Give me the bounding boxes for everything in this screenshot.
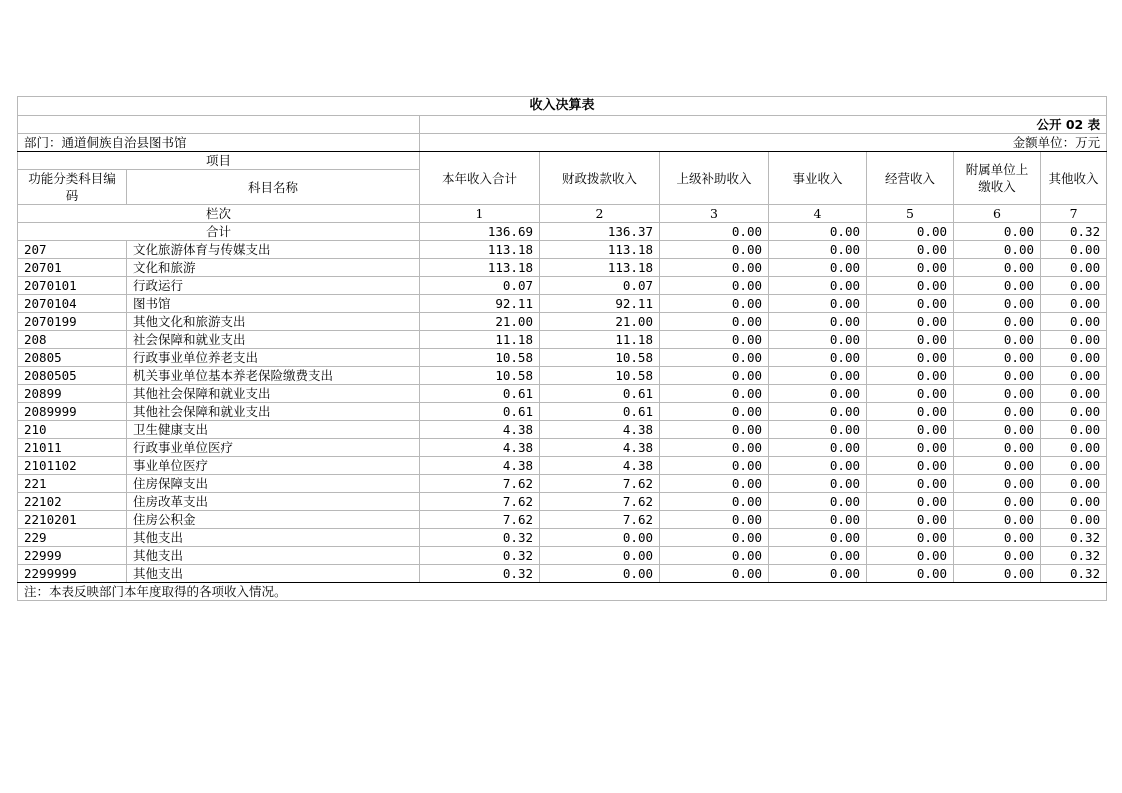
row-name: 机关事业单位基本养老保险缴费支出 — [127, 367, 420, 385]
row-name: 行政事业单位医疗 — [127, 439, 420, 457]
row-name: 社会保障和就业支出 — [127, 331, 420, 349]
row-value: 0.00 — [867, 439, 954, 457]
row-code: 22999 — [18, 547, 127, 565]
summary-value: 0.00 — [769, 223, 867, 241]
row-value: 4.38 — [540, 457, 660, 475]
row-value: 0.61 — [540, 403, 660, 421]
row-code: 2070199 — [18, 313, 127, 331]
header-business: 事业收入 — [769, 152, 867, 205]
row-value: 113.18 — [540, 241, 660, 259]
row-value: 0.00 — [954, 421, 1041, 439]
department-label: 部门：通道侗族自治县图书馆 — [18, 134, 420, 152]
blank-cell — [18, 116, 420, 134]
row-value: 0.00 — [660, 367, 769, 385]
header-total: 本年收入合计 — [420, 152, 540, 205]
row-value: 0.00 — [1041, 259, 1107, 277]
row-value: 0.00 — [769, 547, 867, 565]
row-value: 0.00 — [954, 529, 1041, 547]
form-number: 公开 02 表 — [420, 116, 1107, 134]
row-value: 0.00 — [867, 511, 954, 529]
header-item: 项目 — [18, 152, 420, 170]
row-value: 0.00 — [867, 403, 954, 421]
row-value: 7.62 — [540, 475, 660, 493]
table-row — [18, 475, 1107, 493]
row-value: 21.00 — [420, 313, 540, 331]
row-value: 0.00 — [660, 493, 769, 511]
column-index: 1 — [420, 205, 540, 223]
row-code: 2101102 — [18, 457, 127, 475]
row-code: 22102 — [18, 493, 127, 511]
row-value: 0.00 — [954, 493, 1041, 511]
row-name: 其他支出 — [127, 529, 420, 547]
row-value: 113.18 — [540, 259, 660, 277]
table-row — [18, 439, 1107, 457]
row-value: 7.62 — [420, 511, 540, 529]
row-value: 0.07 — [540, 277, 660, 295]
table-row — [18, 547, 1107, 565]
row-value: 0.00 — [954, 295, 1041, 313]
row-value: 0.00 — [540, 547, 660, 565]
column-index: 4 — [769, 205, 867, 223]
column-index: 6 — [954, 205, 1041, 223]
header-fiscal: 财政拨款收入 — [540, 152, 660, 205]
row-value: 0.00 — [867, 331, 954, 349]
row-value: 0.00 — [867, 475, 954, 493]
table-row — [18, 349, 1107, 367]
table-row — [18, 511, 1107, 529]
table-row — [18, 457, 1107, 475]
note-row — [18, 583, 1107, 601]
row-value: 0.00 — [867, 313, 954, 331]
row-value: 21.00 — [540, 313, 660, 331]
row-value: 0.00 — [954, 367, 1041, 385]
table-row — [18, 403, 1107, 421]
row-value: 0.00 — [1041, 385, 1107, 403]
row-value: 7.62 — [540, 511, 660, 529]
row-value: 0.00 — [769, 349, 867, 367]
row-name: 事业单位医疗 — [127, 457, 420, 475]
row-value: 0.00 — [867, 277, 954, 295]
row-value: 0.00 — [660, 259, 769, 277]
row-value: 0.00 — [660, 565, 769, 583]
row-code: 210 — [18, 421, 127, 439]
income-table — [17, 96, 1107, 601]
row-code: 20899 — [18, 385, 127, 403]
row-value: 0.00 — [954, 385, 1041, 403]
row-value: 113.18 — [420, 259, 540, 277]
row-name: 图书馆 — [127, 295, 420, 313]
row-value: 7.62 — [540, 493, 660, 511]
row-value: 0.00 — [660, 403, 769, 421]
summary-value: 0.00 — [867, 223, 954, 241]
row-value: 0.32 — [1041, 547, 1107, 565]
header-other: 其他收入 — [1041, 152, 1107, 205]
table-row — [18, 331, 1107, 349]
row-name: 其他社会保障和就业支出 — [127, 403, 420, 421]
table-row — [18, 295, 1107, 313]
row-value: 0.00 — [660, 439, 769, 457]
header-name: 科目名称 — [127, 170, 420, 205]
row-name: 其他社会保障和就业支出 — [127, 385, 420, 403]
row-value: 0.00 — [1041, 313, 1107, 331]
row-value: 0.00 — [1041, 331, 1107, 349]
row-value: 0.32 — [1041, 529, 1107, 547]
table-row — [18, 259, 1107, 277]
row-value: 0.00 — [954, 475, 1041, 493]
row-value: 0.00 — [769, 529, 867, 547]
summary-label: 合计 — [18, 223, 420, 241]
row-value: 113.18 — [420, 241, 540, 259]
row-value: 0.00 — [1041, 349, 1107, 367]
table-row — [18, 421, 1107, 439]
row-value: 0.00 — [769, 493, 867, 511]
row-value: 0.00 — [954, 259, 1041, 277]
row-value: 0.00 — [660, 547, 769, 565]
row-value: 0.00 — [540, 565, 660, 583]
table-row — [18, 277, 1107, 295]
row-code: 2089999 — [18, 403, 127, 421]
row-value: 10.58 — [540, 349, 660, 367]
column-index-label: 栏次 — [18, 205, 420, 223]
row-name: 住房保障支出 — [127, 475, 420, 493]
row-value: 0.00 — [660, 295, 769, 313]
header-code: 功能分类科目编码 — [18, 170, 127, 205]
row-name: 卫生健康支出 — [127, 421, 420, 439]
row-name: 其他支出 — [127, 547, 420, 565]
row-code: 208 — [18, 331, 127, 349]
row-value: 0.00 — [1041, 475, 1107, 493]
row-value: 0.00 — [660, 331, 769, 349]
row-name: 其他文化和旅游支出 — [127, 313, 420, 331]
row-value: 4.38 — [540, 439, 660, 457]
row-value: 0.00 — [867, 457, 954, 475]
column-index: 3 — [660, 205, 769, 223]
row-value: 0.32 — [420, 565, 540, 583]
table-row — [18, 385, 1107, 403]
row-value: 0.00 — [769, 331, 867, 349]
row-value: 0.00 — [660, 385, 769, 403]
row-name: 行政事业单位养老支出 — [127, 349, 420, 367]
column-index-row — [18, 205, 1107, 223]
row-value: 0.00 — [660, 475, 769, 493]
summary-row — [18, 223, 1107, 241]
row-code: 221 — [18, 475, 127, 493]
row-value: 0.00 — [954, 331, 1041, 349]
row-value: 0.00 — [954, 565, 1041, 583]
row-value: 0.00 — [1041, 439, 1107, 457]
row-value: 0.61 — [420, 385, 540, 403]
row-value: 0.00 — [954, 313, 1041, 331]
row-value: 0.00 — [954, 349, 1041, 367]
header-operating: 经营收入 — [867, 152, 954, 205]
row-value: 0.00 — [1041, 241, 1107, 259]
row-value: 0.00 — [660, 349, 769, 367]
row-value: 7.62 — [420, 493, 540, 511]
row-value: 4.38 — [420, 421, 540, 439]
row-code: 2070101 — [18, 277, 127, 295]
row-value: 0.00 — [769, 385, 867, 403]
row-value: 0.00 — [769, 421, 867, 439]
row-value: 0.00 — [769, 403, 867, 421]
row-value: 4.38 — [420, 457, 540, 475]
row-value: 0.32 — [1041, 565, 1107, 583]
summary-value: 136.37 — [540, 223, 660, 241]
row-name: 文化和旅游 — [127, 259, 420, 277]
row-value: 7.62 — [420, 475, 540, 493]
row-value: 10.58 — [420, 349, 540, 367]
row-value: 0.07 — [420, 277, 540, 295]
row-value: 0.00 — [867, 547, 954, 565]
row-value: 0.00 — [769, 565, 867, 583]
column-index: 2 — [540, 205, 660, 223]
row-value: 0.61 — [540, 385, 660, 403]
row-name: 其他支出 — [127, 565, 420, 583]
column-index: 7 — [1041, 205, 1107, 223]
row-value: 0.61 — [420, 403, 540, 421]
summary-value: 136.69 — [420, 223, 540, 241]
row-value: 11.18 — [540, 331, 660, 349]
row-value: 0.32 — [420, 547, 540, 565]
row-code: 207 — [18, 241, 127, 259]
row-value: 92.11 — [540, 295, 660, 313]
row-value: 4.38 — [420, 439, 540, 457]
row-value: 0.00 — [867, 529, 954, 547]
row-value: 0.00 — [769, 367, 867, 385]
row-code: 2070104 — [18, 295, 127, 313]
row-value: 0.00 — [540, 529, 660, 547]
table-row — [18, 529, 1107, 547]
row-value: 0.00 — [867, 349, 954, 367]
row-value: 11.18 — [420, 331, 540, 349]
row-value: 0.00 — [769, 511, 867, 529]
row-value: 0.00 — [867, 421, 954, 439]
row-value: 0.00 — [660, 313, 769, 331]
table-row — [18, 313, 1107, 331]
row-value: 0.00 — [769, 457, 867, 475]
summary-value: 0.00 — [660, 223, 769, 241]
row-value: 0.00 — [769, 475, 867, 493]
header-affiliated: 附属单位上缴收入 — [954, 152, 1041, 205]
row-value: 0.00 — [1041, 421, 1107, 439]
row-value: 0.00 — [769, 259, 867, 277]
row-value: 0.00 — [954, 277, 1041, 295]
column-index: 5 — [867, 205, 954, 223]
row-value: 0.00 — [1041, 493, 1107, 511]
row-code: 229 — [18, 529, 127, 547]
row-code: 20805 — [18, 349, 127, 367]
row-value: 0.00 — [660, 511, 769, 529]
row-code: 2080505 — [18, 367, 127, 385]
row-value: 0.00 — [1041, 403, 1107, 421]
row-value: 0.00 — [769, 313, 867, 331]
row-value: 0.00 — [867, 385, 954, 403]
row-name: 住房公积金 — [127, 511, 420, 529]
unit-label: 金额单位：万元 — [420, 134, 1107, 152]
income-statement-sheet — [17, 96, 1106, 601]
row-value: 0.00 — [660, 421, 769, 439]
row-code: 20701 — [18, 259, 127, 277]
header-superior: 上级补助收入 — [660, 152, 769, 205]
row-value: 0.00 — [1041, 295, 1107, 313]
row-value: 0.00 — [1041, 367, 1107, 385]
row-value: 0.00 — [867, 259, 954, 277]
row-value: 0.00 — [1041, 511, 1107, 529]
row-value: 0.00 — [769, 241, 867, 259]
row-value: 0.00 — [867, 565, 954, 583]
row-value: 4.38 — [540, 421, 660, 439]
row-value: 0.00 — [867, 493, 954, 511]
row-value: 0.00 — [954, 457, 1041, 475]
summary-value: 0.00 — [954, 223, 1041, 241]
table-row — [18, 241, 1107, 259]
table-note: 注：本表反映部门本年度取得的各项收入情况。 — [18, 583, 1107, 601]
row-value: 0.00 — [660, 277, 769, 295]
row-value: 0.00 — [769, 295, 867, 313]
row-name: 行政运行 — [127, 277, 420, 295]
row-value: 0.00 — [954, 547, 1041, 565]
table-row — [18, 565, 1107, 583]
row-code: 2210201 — [18, 511, 127, 529]
row-value: 0.00 — [1041, 277, 1107, 295]
row-value: 0.00 — [660, 241, 769, 259]
row-code: 21011 — [18, 439, 127, 457]
row-value: 0.00 — [954, 241, 1041, 259]
row-value: 0.00 — [954, 403, 1041, 421]
row-value: 0.00 — [660, 529, 769, 547]
row-value: 10.58 — [420, 367, 540, 385]
row-value: 0.00 — [769, 277, 867, 295]
summary-value: 0.32 — [1041, 223, 1107, 241]
table-row — [18, 367, 1107, 385]
row-value: 0.00 — [954, 439, 1041, 457]
row-value: 0.00 — [867, 295, 954, 313]
row-value: 0.00 — [867, 367, 954, 385]
row-value: 0.32 — [420, 529, 540, 547]
row-value: 0.00 — [954, 511, 1041, 529]
row-name: 住房改革支出 — [127, 493, 420, 511]
row-name: 文化旅游体育与传媒支出 — [127, 241, 420, 259]
row-value: 0.00 — [660, 457, 769, 475]
row-value: 0.00 — [867, 241, 954, 259]
row-value: 0.00 — [769, 439, 867, 457]
row-value: 92.11 — [420, 295, 540, 313]
row-code: 2299999 — [18, 565, 127, 583]
table-row — [18, 493, 1107, 511]
table-title: 收入决算表 — [18, 97, 1107, 116]
row-value: 0.00 — [1041, 457, 1107, 475]
row-value: 10.58 — [540, 367, 660, 385]
